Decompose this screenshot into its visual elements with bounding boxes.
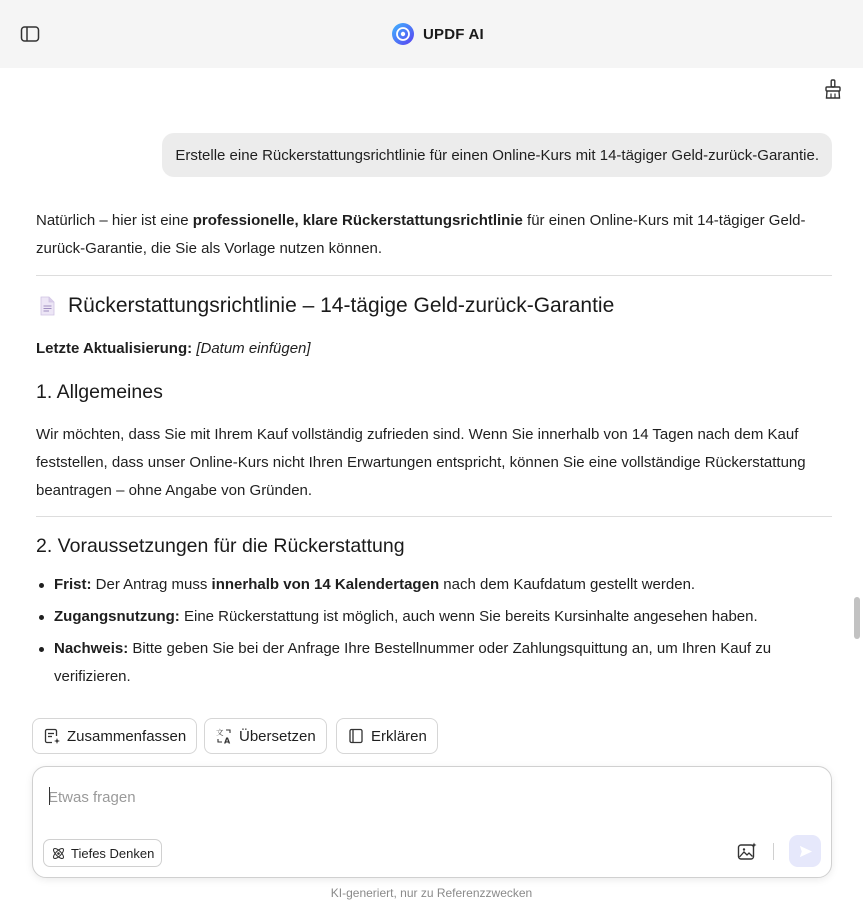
composer-separator [773,843,774,860]
send-icon [798,844,813,859]
brand [391,21,484,47]
divider [36,275,832,276]
composer [32,766,832,878]
clear-chat-icon[interactable] [822,78,844,100]
answer-intro: Natürlich – hier ist eine professionelle, klare Rückerstattungsrichtlinie für einen Online-Kurs mit 14-tägiger Geld-zurück-Garantie, die Sie als Vorlage nutzen können. [36,212,806,257]
sidebar-toggle-icon[interactable] [20,25,40,43]
section-heading-general: 1. Allgemeines [36,381,163,403]
document-icon [36,295,58,317]
send-button[interactable] [789,835,821,867]
last-updated: Letzte Aktualisierung: [Datum einfügen] [36,340,311,357]
answer-title: Rückerstattungsrichtlinie – 14-tägige Geld-zurück-Garantie [36,292,832,320]
scrollbar-thumb[interactable] [854,597,860,639]
divider [36,516,832,517]
list-item: Zugangsnutzung: Eine Rückerstattung ist möglich, auch wenn Sie bereits Kursinhalte angesehen haben. [36,603,832,631]
book-icon [347,727,365,745]
svg-text:文: 文 [216,728,224,737]
content-fade [0,690,863,704]
deep-think-button[interactable]: Tiefes Denken [43,839,162,867]
top-bar [0,0,863,68]
summarize-button[interactable]: Zusammenfassen [32,718,197,754]
chat-input[interactable] [48,782,808,812]
translate-button[interactable]: 文 A Übersetzen [204,718,327,754]
atom-icon [51,846,66,861]
explain-button[interactable]: Erklären [336,718,438,754]
assistant-answer [36,207,832,691]
updf-logo-icon [391,22,415,46]
list-item: Nachweis: Bitte geben Sie bei der Anfrage Ihre Bestellnummer oder Zahlungsquittung an, um Ihren Kauf zu verifizieren. [36,635,832,691]
requirements-list [36,571,832,691]
svg-text:A: A [224,736,231,745]
text-caret [49,787,50,805]
section-heading-requirements: 2. Voraussetzungen für die Rückerstattung [36,535,405,557]
section-text-general: Wir möchten, dass Sie mit Ihrem Kauf vollständig zufrieden sind. Wenn Sie innerhalb von 14 Tagen nach dem Kauf feststellen, dass unser Online-Kurs nicht Ihren Erwartungen entspricht, können Sie eine vollständige Rückerstattung beantragen – ohne Angabe von Gründen. [36,426,806,499]
summarize-icon [43,727,61,745]
app-title: UPDF AI [423,25,484,43]
translate-icon [215,727,233,745]
image-upload-icon[interactable] [736,841,758,863]
user-message-bubble: Erstelle eine Rückerstattungsrichtlinie für einen Online-Kurs mit 14-tägiger Geld-zurück-Garantie. [162,133,832,177]
list-item: Frist: Der Antrag muss innerhalb von 14 Kalendertagen nach dem Kaufdatum gestellt werden. [36,571,832,599]
disclaimer: KI-generiert, nur zu Referenzzwecken [330,886,533,900]
